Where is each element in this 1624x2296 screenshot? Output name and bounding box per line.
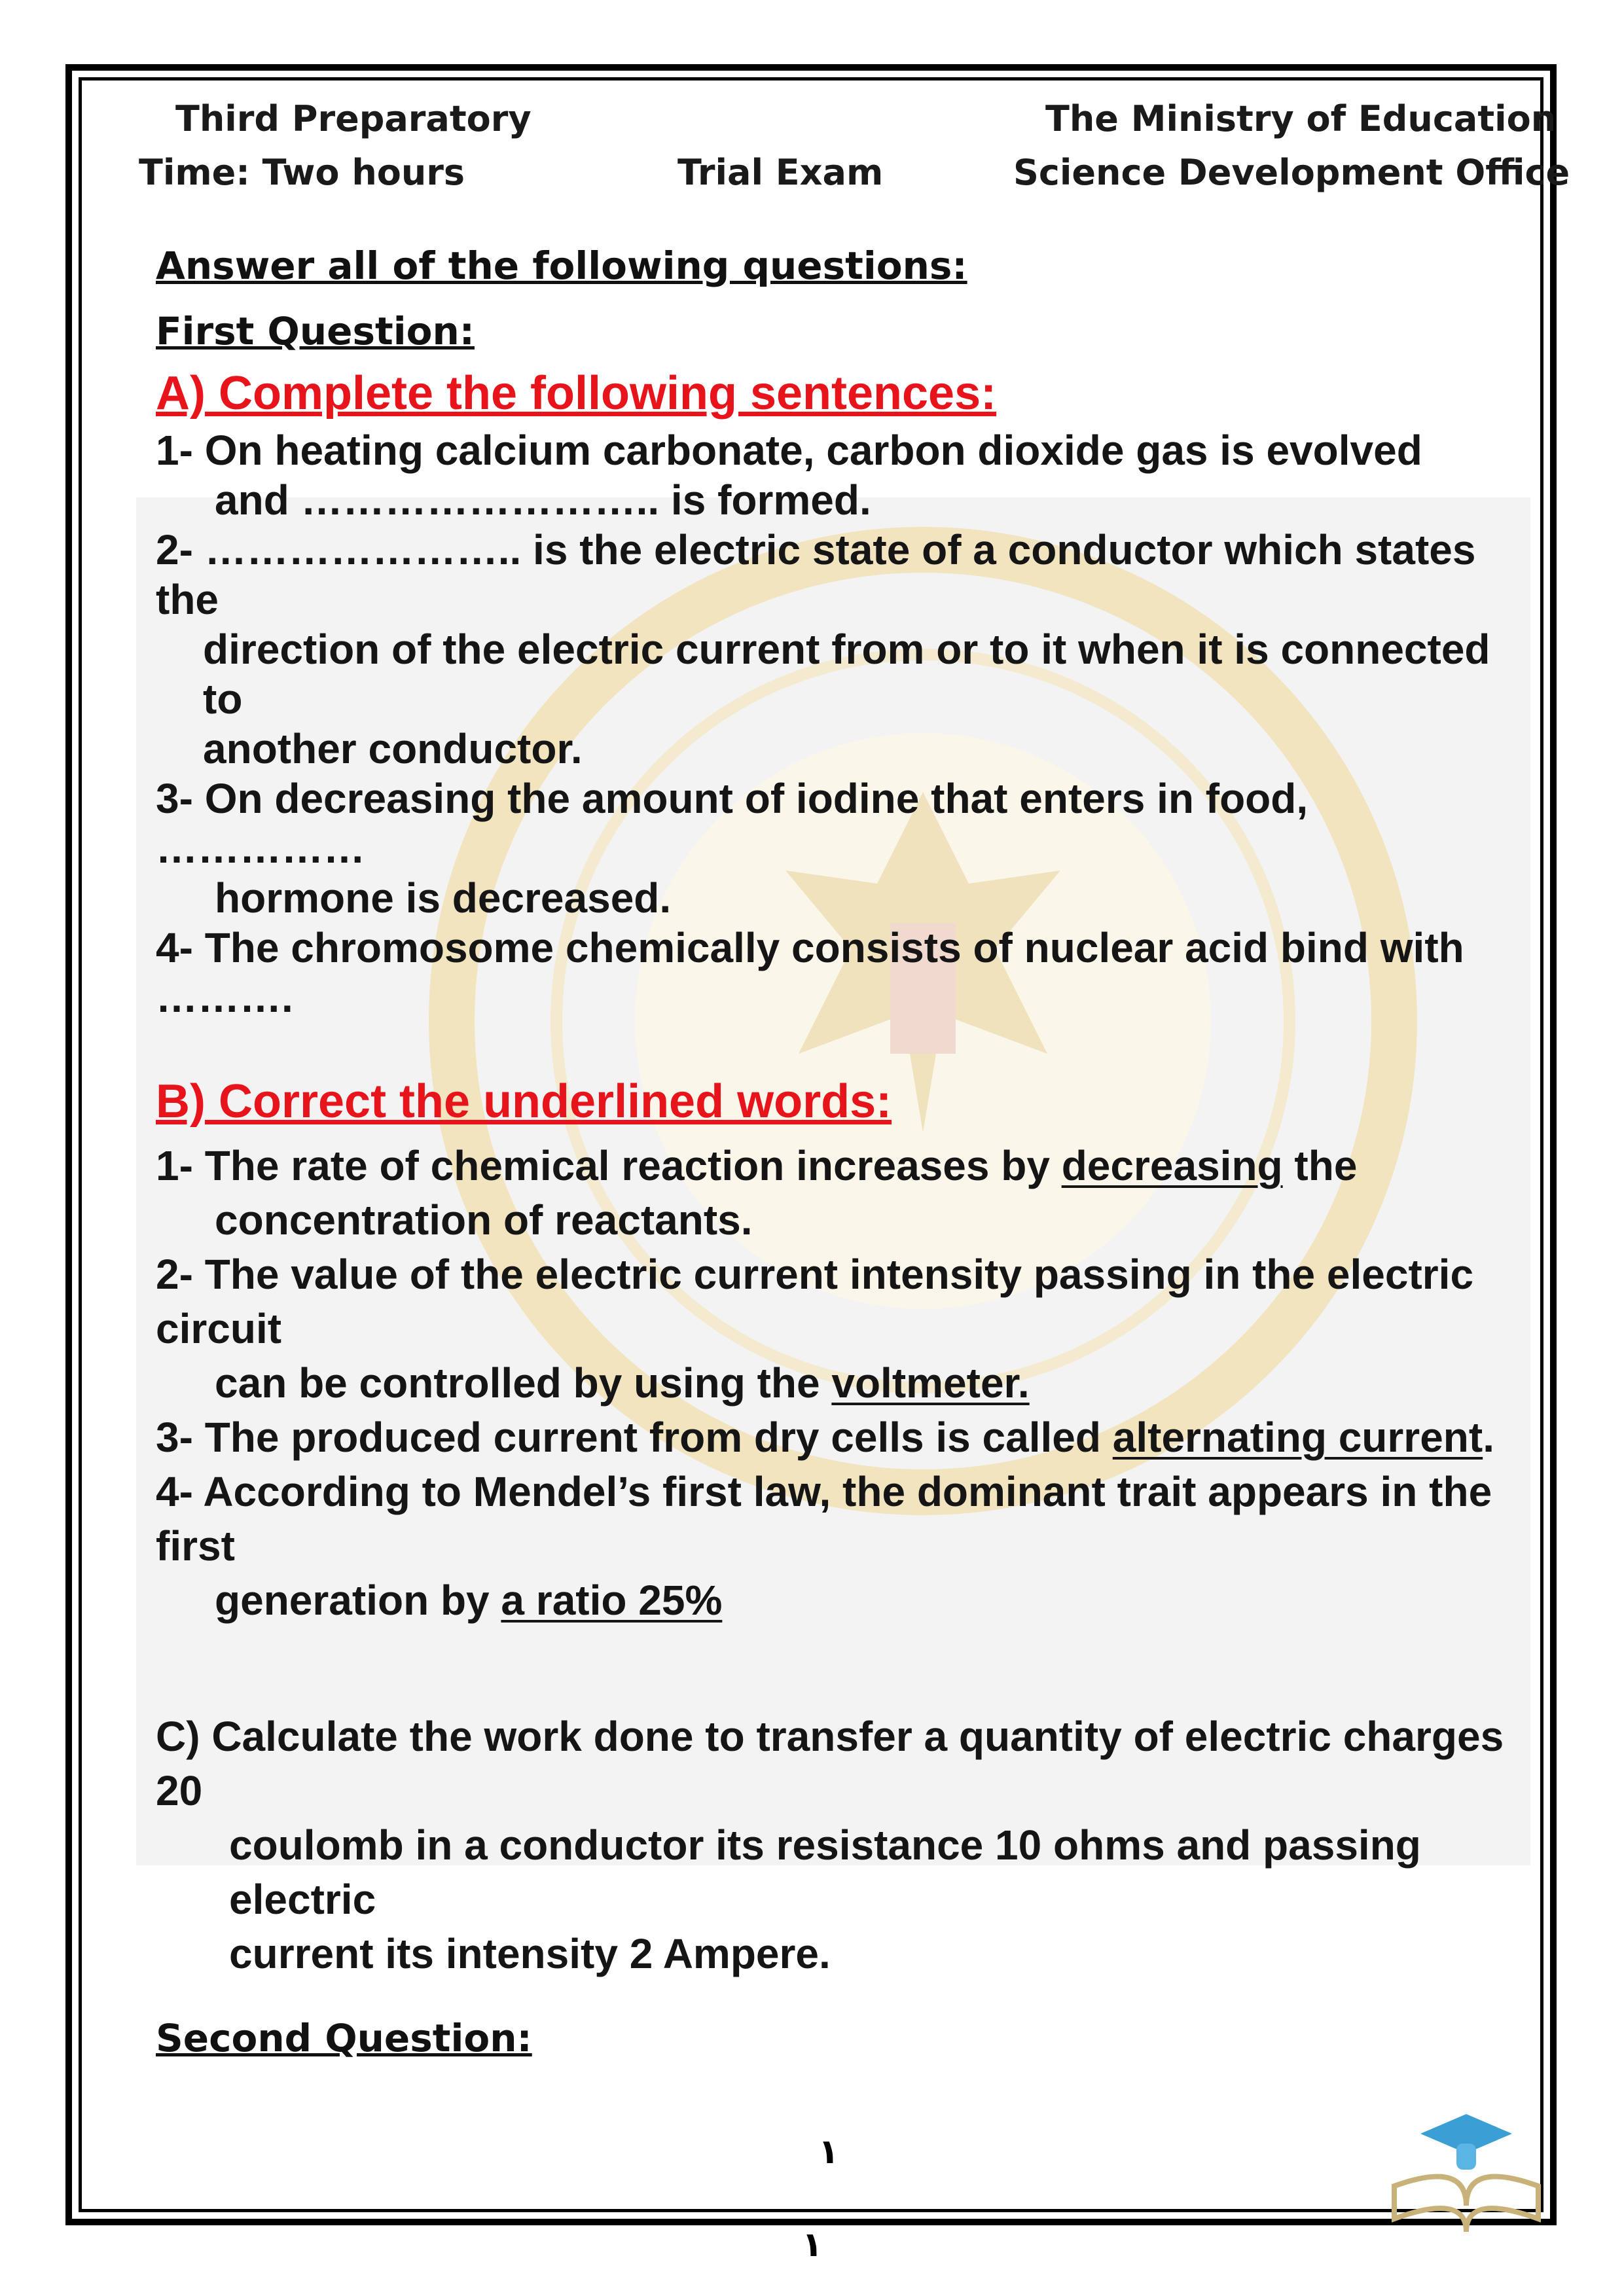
page-number: ١ bbox=[818, 2132, 839, 2172]
part-b-item-2-line1: 2- The value of the electric current intensity passing in the electric circuit bbox=[156, 1251, 1474, 1352]
part-b-item-2-text: can be controlled by using the bbox=[215, 1359, 832, 1407]
part-b-item-4-line1: 4- According to Mendel’s first law, the dominant trait appears in the first bbox=[156, 1468, 1492, 1570]
second-question-title: Second Question: bbox=[156, 2016, 532, 2060]
part-c-line3: current its intensity 2 Ampere. bbox=[229, 1930, 831, 1977]
part-a-item-2-line2: direction of the electric current from or to it when it is connected to bbox=[203, 626, 1490, 723]
part-a-heading: A) Complete the following sentences: bbox=[156, 367, 997, 420]
graduation-book-logo bbox=[1381, 2108, 1551, 2238]
part-b-heading: B) Correct the underlined words: bbox=[156, 1075, 892, 1128]
part-a-item-2-line1: 2- ………………….. is the electric state of a conductor which states the bbox=[156, 526, 1476, 623]
part-c-question bbox=[156, 1710, 1524, 1981]
header-office: Science Development Office bbox=[1013, 152, 1570, 193]
part-a-item-3-line1: 3- On decreasing the amount of iodine that enters in food, …………… bbox=[156, 775, 1308, 872]
part-b-item-2-underlined: voltmeter. bbox=[831, 1359, 1030, 1407]
part-b-item-4-line2 bbox=[156, 1573, 1524, 1628]
part-b-item-1-text: 1- The rate of chemical reaction increases by bbox=[156, 1142, 1062, 1189]
page-number-bottom: ١ bbox=[802, 2225, 823, 2265]
part-b-item-3-post: . bbox=[1483, 1414, 1494, 1461]
part-b-item-2-line2 bbox=[156, 1356, 1524, 1410]
header-time: Time: Two hours bbox=[139, 152, 465, 193]
part-b-item-4-text: generation by bbox=[215, 1577, 501, 1624]
header-grade: Third Preparatory bbox=[175, 98, 532, 139]
part-c-line2: coulomb in a conductor its resistance 10 ohms and passing electric bbox=[229, 1821, 1421, 1923]
part-a-item-2-line3: another conductor. bbox=[203, 725, 583, 772]
part-a-item-3-line2: hormone is decreased. bbox=[215, 874, 672, 922]
part-b-item-1-line2: concentration of reactants. bbox=[215, 1196, 753, 1244]
part-a-item-1-line1: 1- On heating calcium carbonate, carbon dioxide gas is evolved bbox=[156, 427, 1422, 474]
first-question-title: First Question: bbox=[156, 309, 475, 353]
part-b-item-1 bbox=[156, 1139, 1524, 1193]
part-b-item-1-post: the bbox=[1282, 1142, 1358, 1189]
part-b-sentences bbox=[156, 1139, 1524, 1628]
header-ministry: The Ministry of Education bbox=[1045, 98, 1557, 139]
instructions-heading: Answer all of the following questions: bbox=[156, 243, 967, 288]
part-b-item-3-text: 3- The produced current from dry cells is called bbox=[156, 1414, 1113, 1461]
part-b-item-4-underlined: a ratio 25% bbox=[501, 1577, 723, 1624]
part-a-sentences bbox=[156, 425, 1524, 1022]
part-a-item-4-line1: 4- The chromosome chemically consists of nuclear acid bind with ………. bbox=[156, 924, 1464, 1021]
header-exam-type: Trial Exam bbox=[677, 152, 884, 193]
part-b-item-1-underlined: decreasing bbox=[1061, 1142, 1283, 1189]
part-a-item-1-line2: and …………………….. is formed. bbox=[215, 476, 871, 524]
part-b-item-3 bbox=[156, 1410, 1524, 1465]
part-b-item-3-underlined: alternating current bbox=[1112, 1414, 1483, 1461]
part-c-line1: C) Calculate the work done to transfer a quantity of electric charges 20 bbox=[156, 1713, 1504, 1814]
